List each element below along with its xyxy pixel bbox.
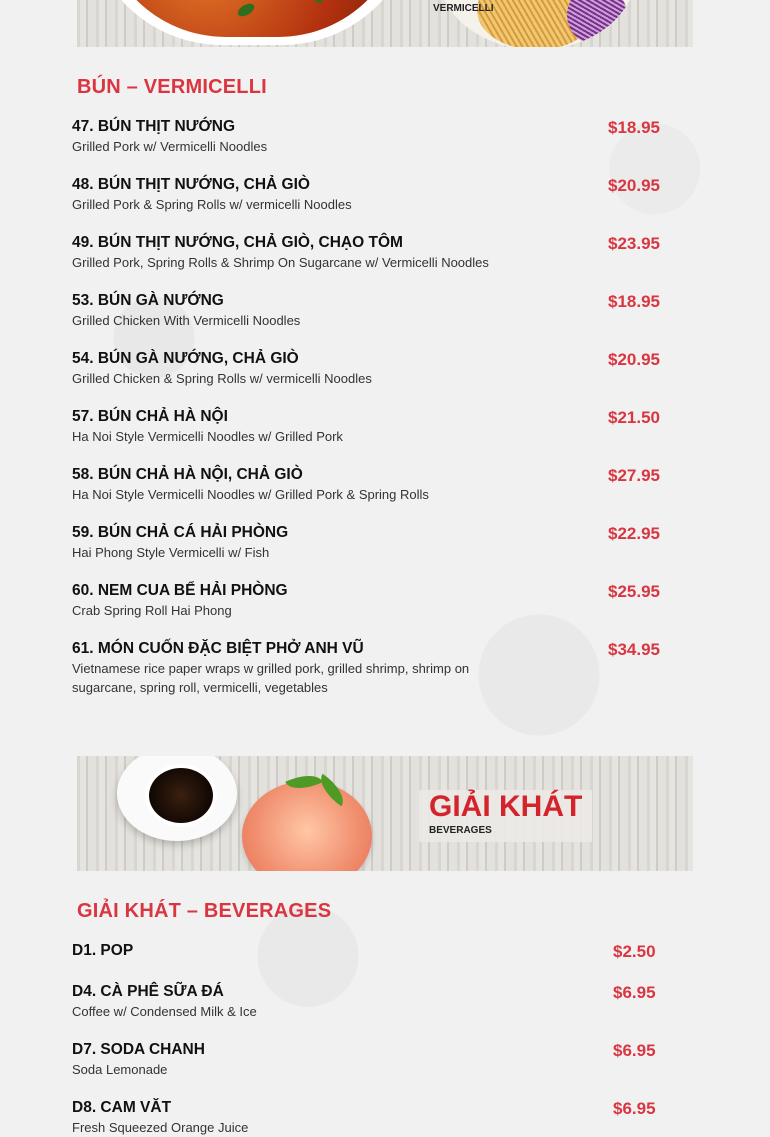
item-price: $18.95 bbox=[608, 118, 660, 137]
coffee-cup-image bbox=[117, 756, 237, 841]
item-price: $6.95 bbox=[613, 983, 656, 1002]
item-name: D1. POP bbox=[72, 942, 134, 959]
item-name: 58. BÚN CHẢ HÀ NỘI, CHẢ GIÒ bbox=[72, 466, 303, 483]
item-description: Vietnamese rice paper wraps w grilled pork, grilled shrimp, shrimp on sugarcane, spring roll, vermicelli, vegetables bbox=[72, 661, 470, 695]
item-description: Crab Spring Roll Hai Phong bbox=[72, 603, 232, 618]
item-description: Hai Phong Style Vermicelli w/ Fish bbox=[72, 545, 270, 560]
item-name: 61. MÓN CUỐN ĐẶC BIỆT PHỞ ANH VŨ bbox=[72, 640, 364, 657]
item-name: D4. CÀ PHÊ SỮA ĐÁ bbox=[72, 983, 224, 1000]
menu-item bbox=[72, 233, 672, 272]
banner-label: VERMICELLI bbox=[433, 3, 494, 14]
menu-item bbox=[72, 581, 672, 620]
item-name: D7. SODA CHANH bbox=[72, 1041, 205, 1058]
menu-item bbox=[72, 941, 672, 961]
item-name: 48. BÚN THỊT NƯỚNG, CHẢ GIÒ bbox=[72, 176, 310, 193]
item-description: Grilled Pork & Spring Rolls w/ vermicelli Noodles bbox=[72, 197, 352, 212]
item-price: $6.95 bbox=[613, 1041, 656, 1060]
item-price: $25.95 bbox=[608, 582, 660, 601]
item-price: $2.50 bbox=[613, 942, 656, 961]
section-title-beverages: GIẢI KHÁT – BEVERAGES bbox=[77, 900, 332, 922]
menu-item bbox=[72, 349, 672, 388]
beverages-banner-title bbox=[419, 790, 592, 842]
menu-item bbox=[72, 175, 672, 214]
menu-item bbox=[72, 982, 672, 1021]
menu-item bbox=[72, 407, 672, 446]
menu-item bbox=[72, 639, 672, 697]
item-name: 57. BÚN CHẢ HÀ NỘI bbox=[72, 408, 228, 425]
iced-drink-image bbox=[242, 781, 372, 871]
item-description: Ha Noi Style Vermicelli Noodles w/ Grilled Pork & Spring Rolls bbox=[72, 487, 429, 502]
item-price: $18.95 bbox=[608, 292, 660, 311]
item-description: Grilled Chicken & Spring Rolls w/ vermicelli Noodles bbox=[72, 371, 372, 386]
item-price: $6.95 bbox=[613, 1099, 656, 1118]
item-price: $20.95 bbox=[608, 350, 660, 369]
item-price: $23.95 bbox=[608, 234, 660, 253]
item-name: 47. BÚN THỊT NƯỚNG bbox=[72, 118, 236, 135]
item-price: $21.50 bbox=[608, 408, 660, 427]
item-name: 49. BÚN THỊT NƯỚNG, CHẢ GIÒ, CHẠO TÔM bbox=[72, 234, 403, 251]
banner-subtitle: BEVERAGES bbox=[429, 825, 492, 836]
item-description: Soda Lemonade bbox=[72, 1062, 168, 1077]
item-name: 59. BÚN CHẢ CÁ HẢI PHÒNG bbox=[72, 524, 289, 541]
item-price: $20.95 bbox=[608, 176, 660, 195]
item-description: Ha Noi Style Vermicelli Noodles w/ Grilled Pork bbox=[72, 429, 343, 444]
item-name: 60. NEM CUA BỂ HẢI PHÒNG bbox=[72, 582, 288, 599]
item-description: Grilled Pork w/ Vermicelli Noodles bbox=[72, 139, 268, 154]
item-name: D8. CAM VĂT bbox=[72, 1099, 172, 1116]
item-description: Coffee w/ Condensed Milk & Ice bbox=[72, 1004, 257, 1019]
item-description: Fresh Squeezed Orange Juice bbox=[72, 1120, 249, 1135]
soup-bowl-image bbox=[87, 0, 417, 45]
section-title-bun: BÚN – VERMICELLI bbox=[77, 76, 267, 98]
menu-item bbox=[72, 465, 672, 504]
item-name: 53. BÚN GÀ NƯỚNG bbox=[72, 292, 224, 309]
item-description: Grilled Chicken With Vermicelli Noodles bbox=[72, 313, 301, 328]
banner-title: GIẢI KHÁT bbox=[429, 790, 583, 823]
item-price: $27.95 bbox=[608, 466, 660, 485]
item-description: Grilled Pork, Spring Rolls & Shrimp On Sugarcane w/ Vermicelli Noodles bbox=[72, 255, 489, 270]
item-name: 54. BÚN GÀ NƯỚNG, CHẢ GIÒ bbox=[72, 350, 299, 367]
vermicelli-banner-image bbox=[77, 0, 693, 47]
menu-item bbox=[72, 291, 672, 330]
item-price: $34.95 bbox=[608, 640, 660, 659]
menu-item bbox=[72, 1040, 672, 1079]
menu-item bbox=[72, 1098, 672, 1137]
menu-item bbox=[72, 117, 672, 156]
menu-item bbox=[72, 523, 672, 562]
beverages-banner-image bbox=[77, 756, 693, 871]
item-price: $22.95 bbox=[608, 524, 660, 543]
